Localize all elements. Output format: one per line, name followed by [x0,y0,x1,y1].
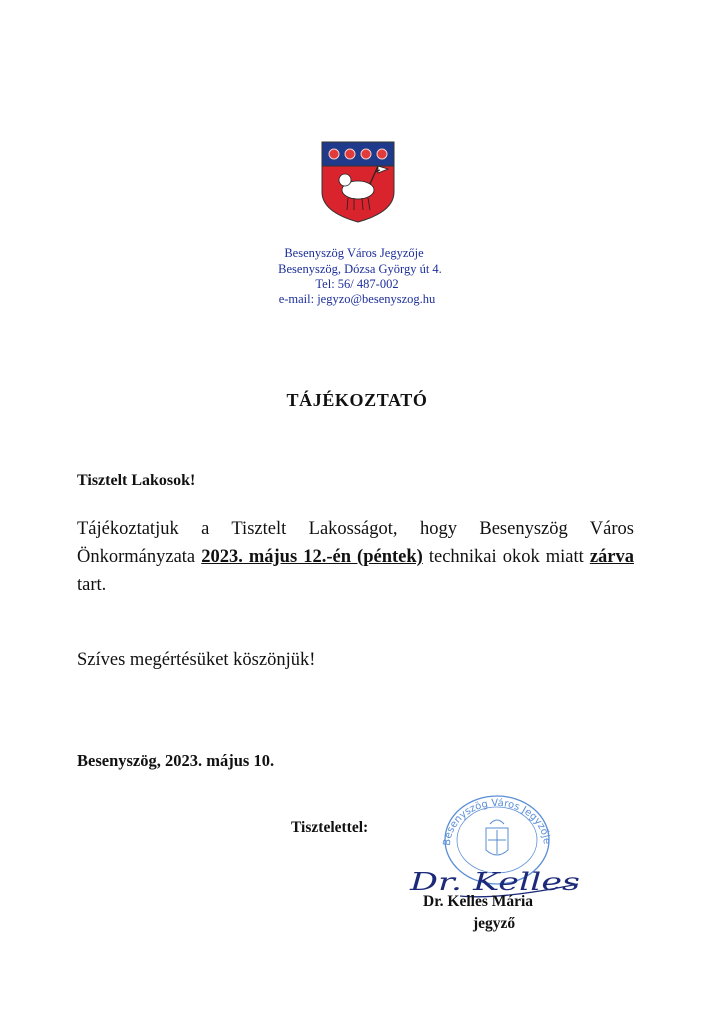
stamp-text: Besenyszög Város Jegyzője [441,797,553,847]
signer-name: Dr. Kelles Mária [423,893,534,910]
body-text-part: technikai okok miatt [422,547,590,567]
greeting: Tisztelt Lakosok! [77,472,196,489]
body-paragraph [77,515,634,599]
closed-emphasis: zárva [589,547,634,567]
signer-role: jegyző [473,915,516,932]
closing-date-emphasis: 2023. május 12.-én (péntek) [201,547,423,567]
letterhead-office: Besenyszög Város Jegyzője [284,246,424,260]
closing-line: Tisztelettel: [291,819,369,836]
document-title: TÁJÉKOZTATÓ [286,390,428,410]
letterhead-email: e-mail: jegyzo@besenyszog.hu [278,292,436,306]
signature-text: Dr. Kelles [408,868,580,896]
letterhead-phone: Tel: 56/ 487-002 [315,277,399,291]
date-line: Besenyszög, 2023. május 10. [77,751,275,770]
letterhead-address: Besenyszög, Dózsa György út 4. [278,262,442,276]
body-text-part: Tájékoztatjuk a Tisztelt Lakosságot, hogy Besenyszög Város Önkormányzata [77,519,634,567]
body-text-part: tart. [77,575,107,595]
thanks-line: Szíves megértésüket köszönjük! [77,650,316,670]
coat-of-arms-logo [320,140,396,224]
